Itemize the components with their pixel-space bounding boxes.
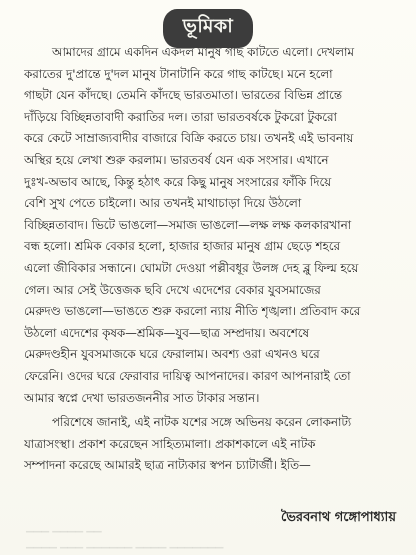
text-line: বিচ্ছিন্নতাবাদ। ভিটে ভাঙলো—সমাজ ভাঙলো—লক্ষ লক্ষ কলকারখানা <box>24 217 352 232</box>
text-line: করে কেটে সাম্রাজ্যবাদীর বাজারে বিক্রি করতে চায়। তখনই এই ভাবনায় <box>24 131 354 146</box>
text-line: অস্থির হয়ে লেখা শুরু করলাম। ভারতবর্ষ যেন এক সংসার। এখানে <box>24 152 329 167</box>
text-line: দাঁড়িয়ে বিচ্ছিন্নতাবাদী করাতির দল। তারা ভারতবর্ষকে টুকরো টুকরো <box>24 109 337 124</box>
author-signature: ভৈরবনাথ গঙ্গোপাধ্যায় <box>280 510 396 525</box>
text-line: আমাদের গ্রামে একদিন একদল মানুষ গাছ কাটতে এলো। দেখলাম <box>52 45 354 59</box>
bleed-through-text: ▁▁▁▁ ▁▁▁ ▁▁▁▁▁▁ ▁▁▁▁ ▁▁▁▁▁▁▁ <box>26 538 224 549</box>
text-line: আমার স্বপ্নে দেখা ভারতজননীর সাত টাকার সন্তান। <box>24 390 260 405</box>
text-line: উঠলো এদেশের কৃষক—শ্রমিক—যুব—ছাত্র সম্প্রদায়। অবশেষে <box>24 325 310 340</box>
text-line: যাত্রাসংস্থা। প্রকাশ করেছেন সাহিত্যমালা। প্রকাশকালে এই নাটক <box>24 436 316 451</box>
page-title: ভূমিকা <box>163 9 253 48</box>
text-line: মেরুদণ্ড ভাঙলো—ভাঙতে শুরু করলো ন্যায় নীতি শৃঙ্খলা। প্রতিবাদ করে <box>24 304 361 319</box>
text-line: গেল। আর সেই উত্তেজক ছবি দেখে এদেশের বেকার যুবসমাজের <box>24 282 321 297</box>
text-line: দুঃখ-অভাব আছে, কিন্তু হঠাৎ করে কিছু মানুষ সংসারের ফাঁকি দিয়ে <box>24 174 332 189</box>
text-line: বন্ধ হলো। শ্রমিক বেকার হলো, হাজার হাজার মানুষ গ্রাম ছেড়ে শহরে <box>24 239 340 254</box>
text-line: সম্পাদনা করেছে আমারই ছাত্র নাট্যকার স্বপন চ্যাটার্জী। ইতি— <box>24 458 311 473</box>
text-line: গাছটা যেন কাঁদছে। তেমনি কাঁদছে ভারতমাতা। ভারতের বিভিন্ন প্রান্তে <box>24 88 342 103</box>
paragraph-1 <box>24 42 394 409</box>
text-line: করাতের দু'প্রান্তে দু'দল মানুষ টানাটানি করে গাছ কাটছে। মনে হলো <box>24 66 333 81</box>
text-line: মেরুদণ্ডহীন যুবসমাজকে ঘরে ফেরালাম। অবশ্য ওরা এখনও ঘরে <box>24 347 320 362</box>
text-line: ফেরেনি। ওদের ঘরে ফেরাবার দায়িত্ব আপনাদের। কারণ আপনারাই তো <box>24 368 351 383</box>
text-line: পরিশেষে জানাই, এই নাটক যশের সঙ্গে অভিনয় করেন লোকনাট্য <box>52 415 352 430</box>
text-line: এলো জীবিকার সন্ধানে। ঘোমটা দেওয়া পল্লীবধূর উলঙ্গ দেহ ব্লু ফিল্ম হয়ে <box>24 260 359 275</box>
paragraph-2 <box>24 412 394 477</box>
text-line: বেশি সুখ পেতে চাইলো। আর তখনই মাথাচাড়া দিয়ে উঠলো <box>24 196 302 211</box>
preface-text <box>24 42 394 477</box>
bleed-through-text: ▁▁▁ ▁▁▁▁ ▁▁ <box>26 522 102 533</box>
